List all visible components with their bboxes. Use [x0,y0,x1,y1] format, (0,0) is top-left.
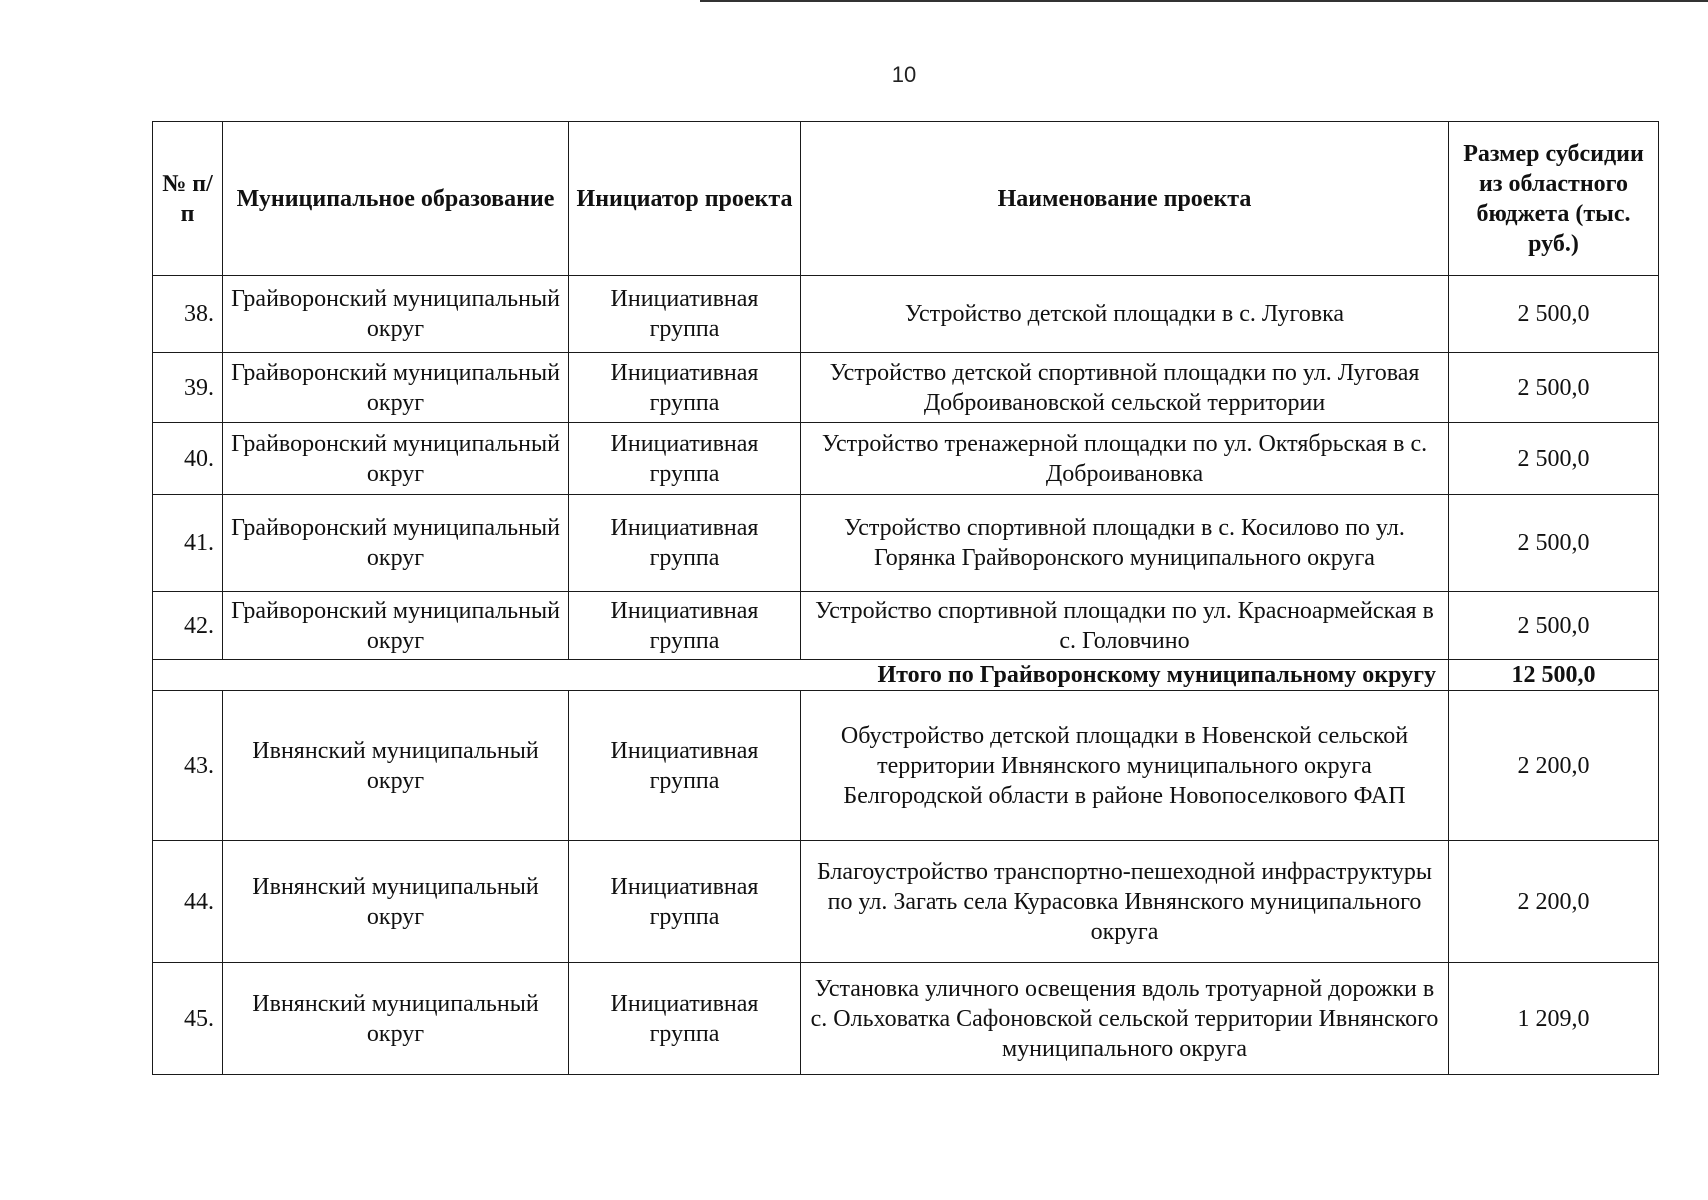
municipality-cell: Ивнянский муниципальный округ [223,841,569,963]
amount-cell: 1 209,0 [1449,963,1659,1075]
table-header-row [153,122,1659,276]
amount-cell: 2 200,0 [1449,691,1659,841]
municipality-cell: Грайворонский муниципальный округ [223,353,569,423]
project-cell: Устройство спортивной площадки в с. Косилово по ул. Горянка Грайворонского муниципального округа [801,495,1449,592]
header-subsidy: Размер субсидии из областного бюджета (тыс. руб.) [1449,122,1659,276]
initiator-cell: Инициативная группа [569,423,801,495]
header-project: Наименование проекта [801,122,1449,276]
amount-cell: 2 500,0 [1449,353,1659,423]
municipality-cell: Ивнянский муниципальный округ [223,691,569,841]
amount-cell: 2 500,0 [1449,592,1659,660]
project-cell: Установка уличного освещения вдоль тротуарной дорожки в с. Ольховатка Сафоновской сельской территории Ивнянского муниципального округа [801,963,1449,1075]
initiator-cell: Инициативная группа [569,963,801,1075]
amount-cell: 2 500,0 [1449,276,1659,353]
row-number: 39. [153,353,223,423]
initiator-cell: Инициативная группа [569,691,801,841]
table-row [153,353,1659,423]
row-number: 38. [153,276,223,353]
project-cell: Обустройство детской площадки в Новенской сельской территории Ивнянского муниципального округа Белгородской области в районе Новопоселкового ФАП [801,691,1449,841]
row-number: 41. [153,495,223,592]
project-cell: Устройство тренажерной площадки по ул. Октябрьская в с. Доброивановка [801,423,1449,495]
row-number: 45. [153,963,223,1075]
page-number: 10 [891,62,917,87]
project-cell: Устройство детской спортивной площадки по ул. Луговая Доброивановской сельской территории [801,353,1449,423]
table-row [153,963,1659,1075]
project-cell: Устройство спортивной площадки по ул. Красноармейская в с. Головчино [801,592,1449,660]
initiator-cell: Инициативная группа [569,276,801,353]
amount-cell: 2 500,0 [1449,495,1659,592]
header-municipality: Муниципальное образование [223,122,569,276]
amount-cell: 2 500,0 [1449,423,1659,495]
total-row [153,660,1659,691]
project-cell: Устройство детской площадки в с. Луговка [801,276,1449,353]
initiator-cell: Инициативная группа [569,841,801,963]
header-initiator: Инициатор проекта [569,122,801,276]
municipality-cell: Грайворонский муниципальный округ [223,423,569,495]
total-value: 12 500,0 [1449,660,1659,691]
row-number: 42. [153,592,223,660]
municipality-cell: Грайворонский муниципальный округ [223,276,569,353]
table-row [153,592,1659,660]
row-number: 44. [153,841,223,963]
subsidy-table [152,121,1659,1075]
row-number: 40. [153,423,223,495]
total-label: Итого по Грайворонскому муниципальному округу [153,660,1449,691]
initiator-cell: Инициативная группа [569,495,801,592]
row-number: 43. [153,691,223,841]
header-num: № п/п [153,122,223,276]
municipality-cell: Грайворонский муниципальный округ [223,495,569,592]
table-row [153,841,1659,963]
municipality-cell: Грайворонский муниципальный округ [223,592,569,660]
table-row [153,276,1659,353]
initiator-cell: Инициативная группа [569,353,801,423]
table-row [153,423,1659,495]
municipality-cell: Ивнянский муниципальный округ [223,963,569,1075]
amount-cell: 2 200,0 [1449,841,1659,963]
project-cell: Благоустройство транспортно-пешеходной инфраструктуры по ул. Загать села Курасовка Ивнянского муниципального округа [801,841,1449,963]
table-row [153,691,1659,841]
table-row [153,495,1659,592]
scan-edge-line [700,0,1708,2]
initiator-cell: Инициативная группа [569,592,801,660]
